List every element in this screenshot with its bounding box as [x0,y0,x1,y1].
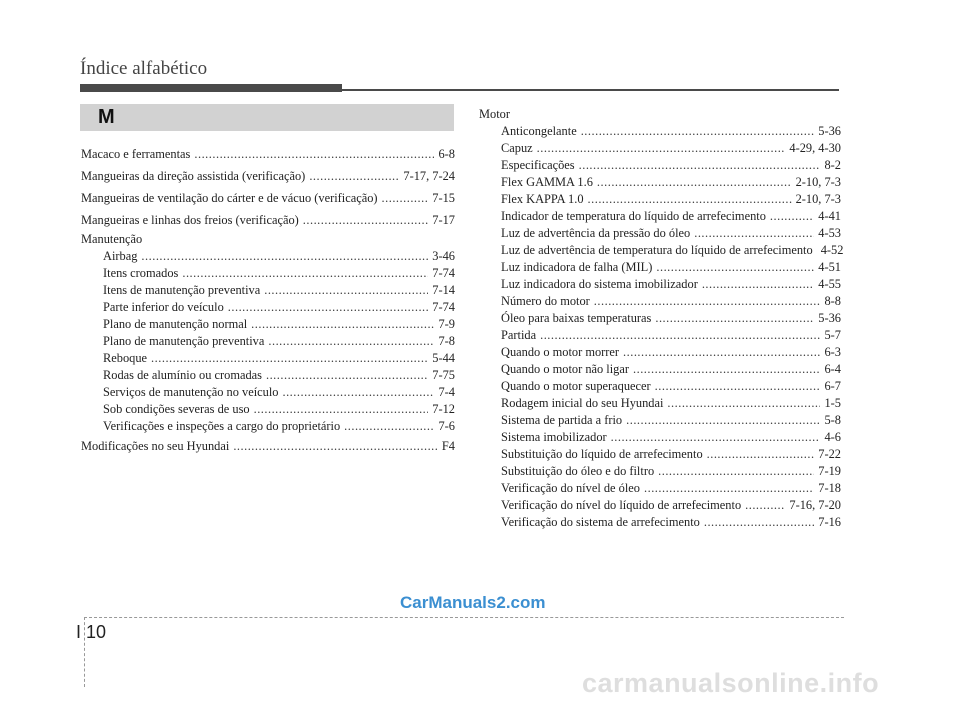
index-entry [81,187,455,209]
index-entry [479,208,841,225]
index-entry [479,344,841,361]
index-entry-page: 7-17 [432,213,455,227]
index-entry-text: Sob condições severas de uso [103,402,250,416]
index-entry-text: Luz indicadora de falha (MIL) [501,260,653,274]
index-entry-text: Indicador de temperatura do líquido de arrefecimento [501,209,766,223]
index-entry-page: 5-44 [432,351,455,365]
index-entry-page: 4-51 [818,260,841,274]
dot-leader [309,165,399,187]
index-entry [479,225,841,242]
index-entry-text: Verificação do sistema de arrefecimento [501,515,700,529]
dot-leader [579,157,821,174]
index-entry-page: 7-75 [432,368,455,382]
index-entry-text: Número do motor [501,294,590,308]
index-entry [479,123,841,140]
dot-leader [644,480,814,497]
index-entry-page: F4 [441,439,455,453]
index-entry [81,209,455,231]
index-entry-page: 3-46 [432,249,455,263]
index-entry-text: Capuz [501,141,533,155]
index-entry-page: 7-16, 7-20 [789,498,841,512]
dot-leader [228,299,429,316]
index-entry-text: Plano de manutenção preventiva [103,334,265,348]
dot-leader [594,293,821,310]
index-column-left [81,143,455,457]
dot-leader [540,327,820,344]
index-entry [479,310,841,327]
index-entry-text: Flex GAMMA 1.6 [501,175,593,189]
index-entry-page: 7-9 [438,317,455,331]
index-entry-text: Modificações no seu Hyundai [81,439,230,453]
index-entry-page: 5-36 [818,311,841,325]
index-entry-page: 7-17, 7-24 [403,169,455,183]
dot-leader [702,276,814,293]
footer-rule [84,617,844,618]
index-entry-text: Quando o motor superaquecer [501,379,651,393]
index-entry [81,248,455,265]
index-entry [81,143,455,165]
index-entry-page: 4-29, 4-30 [789,141,841,155]
index-entry-text: Mangueiras da direção assistida (verificação) [81,169,306,183]
index-entry-text: Anticongelante [501,124,577,138]
index-entry-page: 2-10, 7-3 [795,175,841,189]
section-letter-box [80,104,454,131]
dot-leader [151,350,428,367]
dot-leader [655,378,821,395]
watermark-bottom: carmanualsonline.info [582,668,880,698]
index-entry [81,384,455,401]
index-entry [479,395,841,412]
index-entry-text: Luz de advertência da pressão do óleo [501,226,691,240]
dot-leader [623,344,820,361]
dot-leader [266,367,428,384]
index-entry [479,446,841,463]
index-entry-text: Itens de manutenção preventiva [103,283,261,297]
index-entry-page: 7-74 [432,266,455,280]
index-entry-text: Flex KAPPA 1.0 [501,192,584,206]
dot-leader [704,514,814,531]
index-entry-page: 7-8 [438,334,455,348]
index-entry [81,282,455,299]
index-entry [479,293,841,310]
dot-leader [581,123,815,140]
index-entry-page: 7-14 [432,283,455,297]
index-entry [479,378,841,395]
index-entry [479,140,841,157]
index-entry-page: 7-22 [818,447,841,461]
index-entry [479,429,841,446]
dot-leader [626,412,820,429]
index-entry-page: 4-41 [818,209,841,223]
index-entry-page: 6-4 [824,362,841,376]
dot-leader [745,497,785,514]
dot-leader [656,259,814,276]
index-entry-page: 7-18 [818,481,841,495]
index-entry [479,191,841,208]
index-entry-page: 4-53 [818,226,841,240]
index-entry-page: 7-19 [818,464,841,478]
index-entry-text: Partida [501,328,537,342]
index-entry [81,418,455,435]
page-title: Índice alfabético [80,58,208,79]
index-entry-text: Sistema imobilizador [501,430,607,444]
index-entry [81,299,455,316]
dot-leader [141,248,428,265]
index-entry-page: 7-16 [818,515,841,529]
index-entry [479,259,841,276]
index-entry-text: Verificação do nível de óleo [501,481,640,495]
dot-leader [382,187,429,209]
index-entry-page: 5-7 [824,328,841,342]
index-entry-page: 8-2 [824,158,841,172]
dot-leader [597,174,792,191]
index-entry-text: Especificações [501,158,575,172]
header-bar [80,84,342,92]
index-entry [479,514,841,531]
dot-leader [254,401,429,418]
index-entry-text: Serviços de manutenção no veículo [103,385,279,399]
index-entry-text: Rodagem inicial do seu Hyundai [501,396,664,410]
dot-leader [268,333,434,350]
index-heading: Manutenção [81,232,143,246]
index-entry [81,367,455,384]
index-entry [81,350,455,367]
index-entry-text: Mangueiras e linhas dos freios (verificação) [81,213,299,227]
dot-leader [694,225,814,242]
index-entry [479,157,841,174]
index-entry-text: Verificações e inspeções a cargo do proprietário [103,419,341,433]
index-entry-text: Rodas de alumínio ou cromadas [103,368,262,382]
watermark-top: CarManuals2.com [400,593,546,612]
dot-leader [282,384,434,401]
dot-leader [588,191,792,208]
index-entry-page: 7-12 [432,402,455,416]
index-entry [479,463,841,480]
index-entry-text: Quando o motor não ligar [501,362,630,376]
index-entry-text: Macaco e ferramentas [81,147,191,161]
dot-leader [667,395,820,412]
index-entry-text: Airbag [103,249,138,263]
index-entry-page: 4-6 [824,430,841,444]
index-entry-page: 5-36 [818,124,841,138]
dot-leader [537,140,786,157]
dot-leader [770,208,814,225]
index-entry-text: Substituição do óleo e do filtro [501,464,655,478]
index-entry-text: Substituição do líquido de arrefecimento [501,447,703,461]
section-letter: M [98,106,115,128]
dot-leader [707,446,815,463]
index-entry [479,412,841,429]
dot-leader [251,316,434,333]
dot-leader [194,143,434,165]
index-entry-page: 6-7 [824,379,841,393]
index-entry [479,327,841,344]
header-rule [342,89,839,91]
index-entry [81,435,455,457]
index-entry-text: Verificação do nível do líquido de arrefecimento [501,498,742,512]
index-entry-text: Itens cromados [103,266,179,280]
dot-leader [182,265,428,282]
index-entry-page: 7-4 [438,385,455,399]
index-entry-text: Luz de advertência de temperatura do líquido de arrefecimento [501,243,813,257]
index-entry [81,333,455,350]
index-entry [479,361,841,378]
index-entry [81,401,455,418]
index-entry-text: Reboque [103,351,148,365]
dot-leader [303,209,429,231]
dot-leader [658,463,814,480]
index-entry-text: Mangueiras de ventilação do cárter e de vácuo (verificação) [81,191,378,205]
page-number: I 10 [76,622,107,642]
index-entry [81,165,455,187]
index-heading: Motor [479,107,510,121]
index-entry [479,480,841,497]
index-entry-text: Quando o motor morrer [501,345,620,359]
index-entry-page: 5-8 [824,413,841,427]
index-entry [479,242,844,259]
dot-leader [233,435,438,457]
index-entry-text: Sistema de partida a frio [501,413,623,427]
dot-leader [611,429,821,446]
index-entry-text: Óleo para baixas temperaturas [501,311,652,325]
index-entry-text: Luz indicadora do sistema imobilizador [501,277,698,291]
dot-leader [633,361,820,378]
index-entry [81,316,455,333]
index-entry-page: 4-55 [818,277,841,291]
index-entry [81,265,455,282]
index-entry-text: Parte inferior do veículo [103,300,224,314]
index-entry-page: 6-3 [824,345,841,359]
dot-leader [344,418,434,435]
dot-leader [264,282,428,299]
index-entry-page: 7-6 [438,419,455,433]
index-entry-page: 8-8 [824,294,841,308]
index-column-right [479,106,844,531]
index-entry-page: 1-5 [824,396,841,410]
index-entry-page: 4-52 [820,243,844,257]
index-entry-page: 7-74 [432,300,455,314]
index-entry-page: 2-10, 7-3 [795,192,841,206]
index-entry [479,276,841,293]
index-entry [479,174,841,191]
index-entry-page: 7-15 [432,191,455,205]
dot-leader [655,310,814,327]
index-entry-text: Plano de manutenção normal [103,317,248,331]
index-entry-page: 6-8 [438,147,455,161]
index-entry [479,497,841,514]
